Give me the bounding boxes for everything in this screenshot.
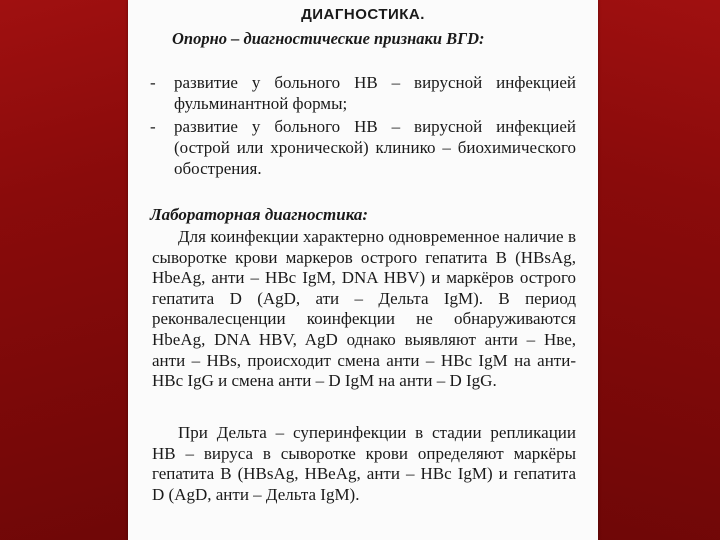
document-page	[128, 0, 598, 540]
background-left-panel	[0, 0, 128, 540]
coinfection-paragraph: Для коинфекции характерно одновременное наличие в сыворотке крови маркеров острого гепатита В (HBsAg, HbeAg, анти – НВс IgM, DNA HBV) и маркёров острого гепатита D (AgD, ати – Дельта IgM). В период реконвалесценции коинфекции не обнаруживаются HbeAg, DNA HBV, AgD однако выявляют анти – Нве, анти – HBs, происходит смена анти – НВс IgM на анти-НВс IgG и смена анти – D IgM на анти – D IgG.	[152, 227, 576, 391]
list-dash: -	[150, 117, 156, 136]
list-dash: -	[150, 73, 156, 92]
criteria-list	[128, 72, 598, 181]
criteria-item	[128, 72, 598, 114]
criteria-item	[128, 116, 598, 179]
criteria-text: развитие у больного НВ – вирусной инфекцией фульминантной формы;	[174, 73, 576, 113]
document-title: ДИАГНОСТИКА.	[301, 6, 425, 23]
background-right-panel	[598, 0, 720, 540]
lab-diagnostics-heading: Лабораторная диагностика:	[150, 205, 369, 224]
superinfection-paragraph: При Дельта – суперинфекции в стадии репликации НВ – вируса в сыворотке крови определяют маркёры гепатита В (HBsAg, HBeAg, анти – НВс IgM) и гепатита D (AgD, анти – Дельта IgM).	[152, 423, 576, 504]
document-subtitle: Опорно – диагностические признаки ВГD:	[172, 29, 485, 48]
criteria-text: развитие у больного НВ – вирусной инфекцией (острой или хронической) клинико – биохимического обострения.	[174, 117, 576, 178]
